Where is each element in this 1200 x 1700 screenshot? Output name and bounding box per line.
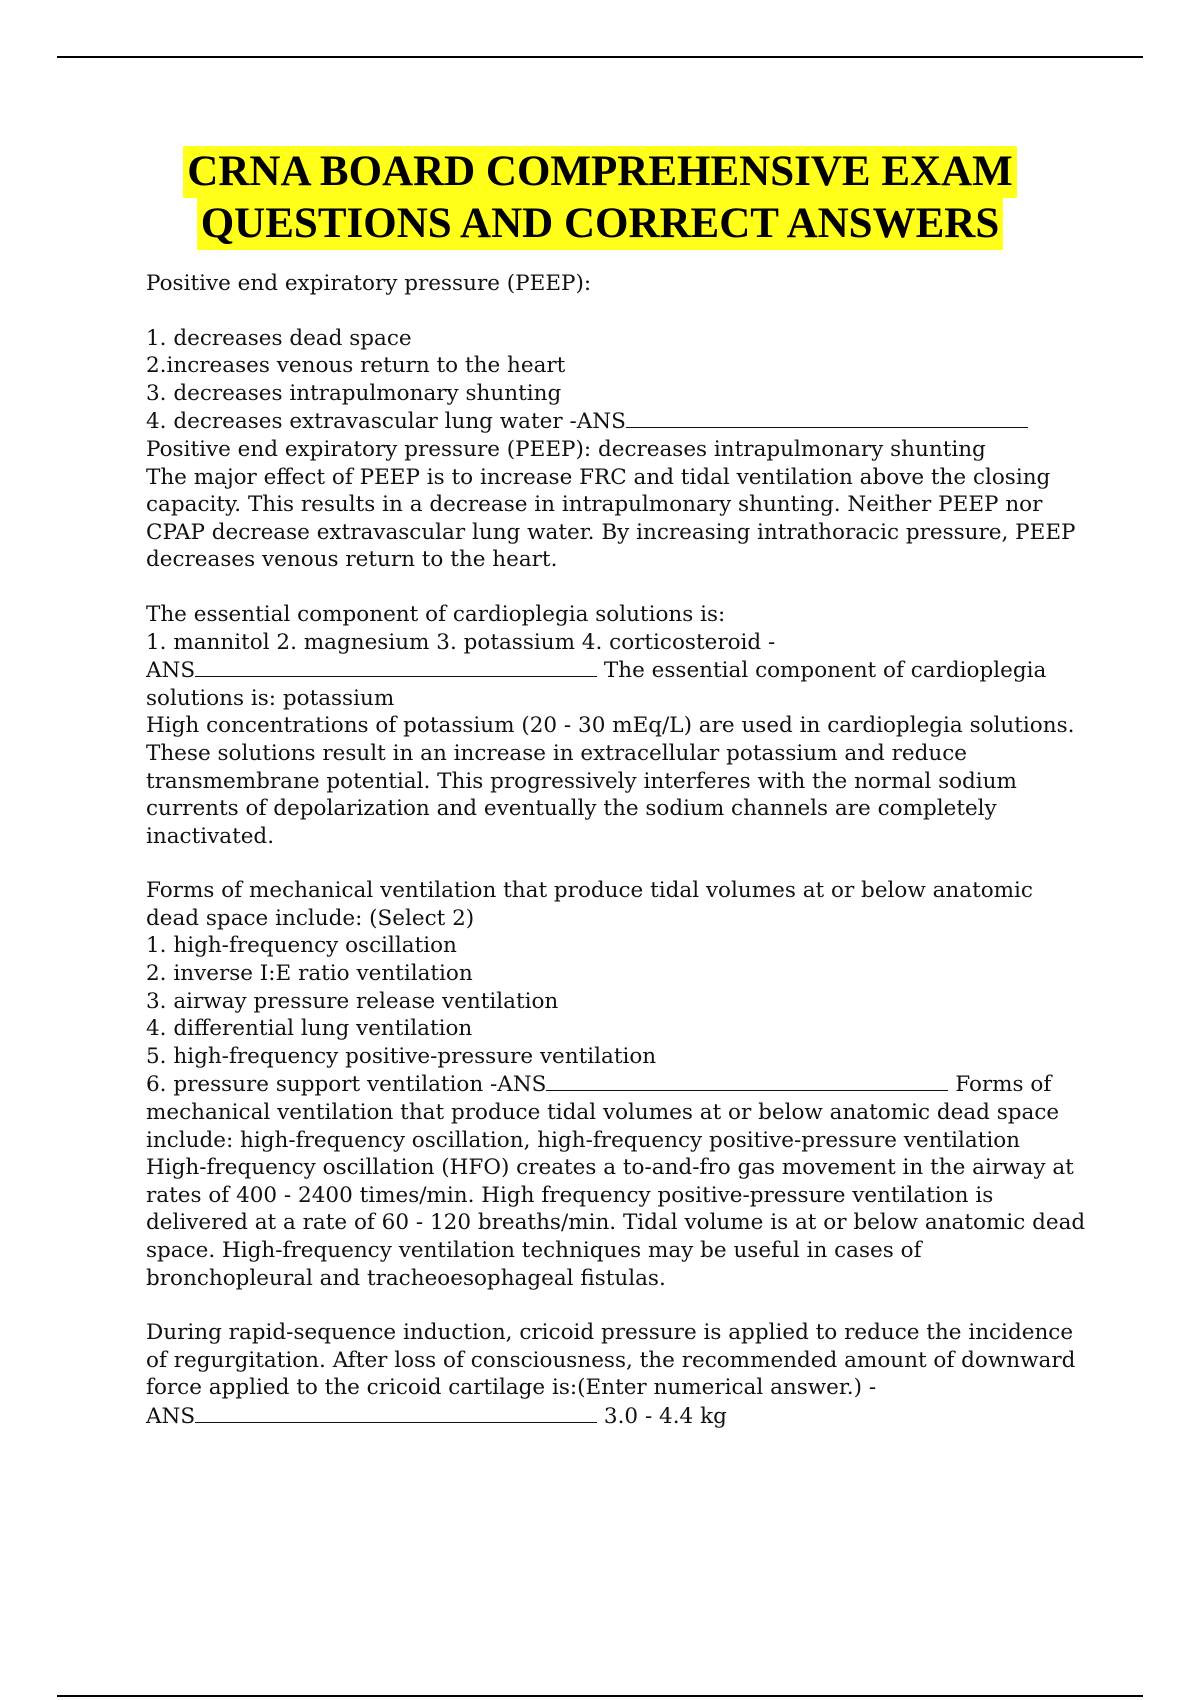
document-body	[146, 270, 1091, 1431]
option: 3. airway pressure release ventilation	[146, 988, 559, 1014]
question-block-2	[146, 601, 1091, 850]
question-block-4	[146, 1319, 1091, 1430]
option: 5. high-frequency positive-pressure ventilation	[146, 1043, 657, 1069]
explanation-text: High concentrations of potassium (20 - 30 mEq/L) are used in cardioplegia solutions. These solutions result in an increase in extracellular potassium and reduce transmembrane potential. This progressively interferes with the normal sodium currents of depolarization and eventually the sodium channels are completely inactivated.	[146, 713, 1075, 849]
answer-text: Positive end expiratory pressure (PEEP): decreases intrapulmonary shunting	[146, 436, 986, 462]
answer-line	[146, 1402, 1091, 1431]
option-with-answer-marker	[146, 407, 1091, 436]
option: 2. inverse I:E ratio ventilation	[146, 961, 473, 987]
option: 3. decreases intrapulmonary shunting	[146, 380, 562, 406]
answer-line	[146, 656, 1091, 685]
option: 6. pressure support ventilation -ANS	[146, 1072, 547, 1098]
option: 2.increases venous return to the heart	[146, 353, 566, 379]
question-text: Forms of mechanical ventilation that produce tidal volumes at or below anatomic dead space include: (Select 2)	[146, 878, 1033, 931]
answer-text: 3.0 - 4.4 kg	[597, 1403, 727, 1429]
answer-text-continued: mechanical ventilation that produce tidal volumes at or below anatomic dead space include: high-frequency oscillation, high-frequency positive-pressure ventilation	[146, 1100, 1060, 1153]
question-block-3	[146, 877, 1091, 1292]
ans-label: ANS	[146, 658, 196, 684]
options-line: 1. mannitol 2. magnesium 3. potassium 4. corticosteroid -	[146, 629, 776, 655]
option: 1. high-frequency oscillation	[146, 933, 457, 959]
ans-label: ANS	[146, 1403, 196, 1429]
question-text: During rapid-sequence induction, cricoid pressure is applied to reduce the incidence of regurgitation. After loss of consciousness, the recommended amount of downward force applied to the cricoid cartilage is:(Enter numerical answer.) -	[146, 1320, 1076, 1401]
title-line-2: QUESTIONS AND CORRECT ANSWERS	[197, 198, 1004, 250]
answer-blank	[195, 656, 597, 677]
title-line-1: CRNA BOARD COMPREHENSIVE EXAM	[183, 146, 1016, 198]
answer-text-continued: solutions is: potassium	[146, 685, 395, 711]
question-block-1	[146, 270, 1091, 574]
option: 1. decreases dead space	[146, 325, 412, 351]
header-rule	[57, 56, 1143, 58]
document-title	[0, 146, 1200, 250]
answer-text: The essential component of cardioplegia	[597, 658, 1047, 684]
question-text: Positive end expiratory pressure (PEEP):	[146, 271, 592, 296]
answer-blank	[195, 1402, 597, 1423]
answer-paragraph	[146, 1070, 1091, 1154]
explanation-text: High-frequency oscillation (HFO) creates a to-and-fro gas movement in the airway at rates of 400 - 2400 times/min. High frequency positive-pressure ventilation is delivered at a rate of 60 - 120 breaths/min. Tidal volume is at or below anatomic dead space. High-frequency ventilation techniques may be useful in cases of bronchopleural and tracheoesophageal fistulas.	[146, 1155, 1086, 1291]
option: 4. differential lung ventilation	[146, 1016, 473, 1042]
answer-blank	[626, 407, 1028, 428]
question-text: The essential component of cardioplegia solutions is:	[146, 601, 726, 627]
option: 4. decreases extravascular lung water -ANS	[146, 409, 626, 435]
answer-blank	[546, 1070, 948, 1091]
footer-rule	[57, 1695, 1143, 1697]
explanation-text: The major effect of PEEP is to increase FRC and tidal ventilation above the closing capacity. This results in a decrease in intrapulmonary shunting. Neither PEEP nor CPAP decrease extravascular lung water. By increasing intrathoracic pressure, PEEP decreases venous return to the heart.	[146, 464, 1076, 573]
answer-text: Forms of	[948, 1072, 1052, 1098]
